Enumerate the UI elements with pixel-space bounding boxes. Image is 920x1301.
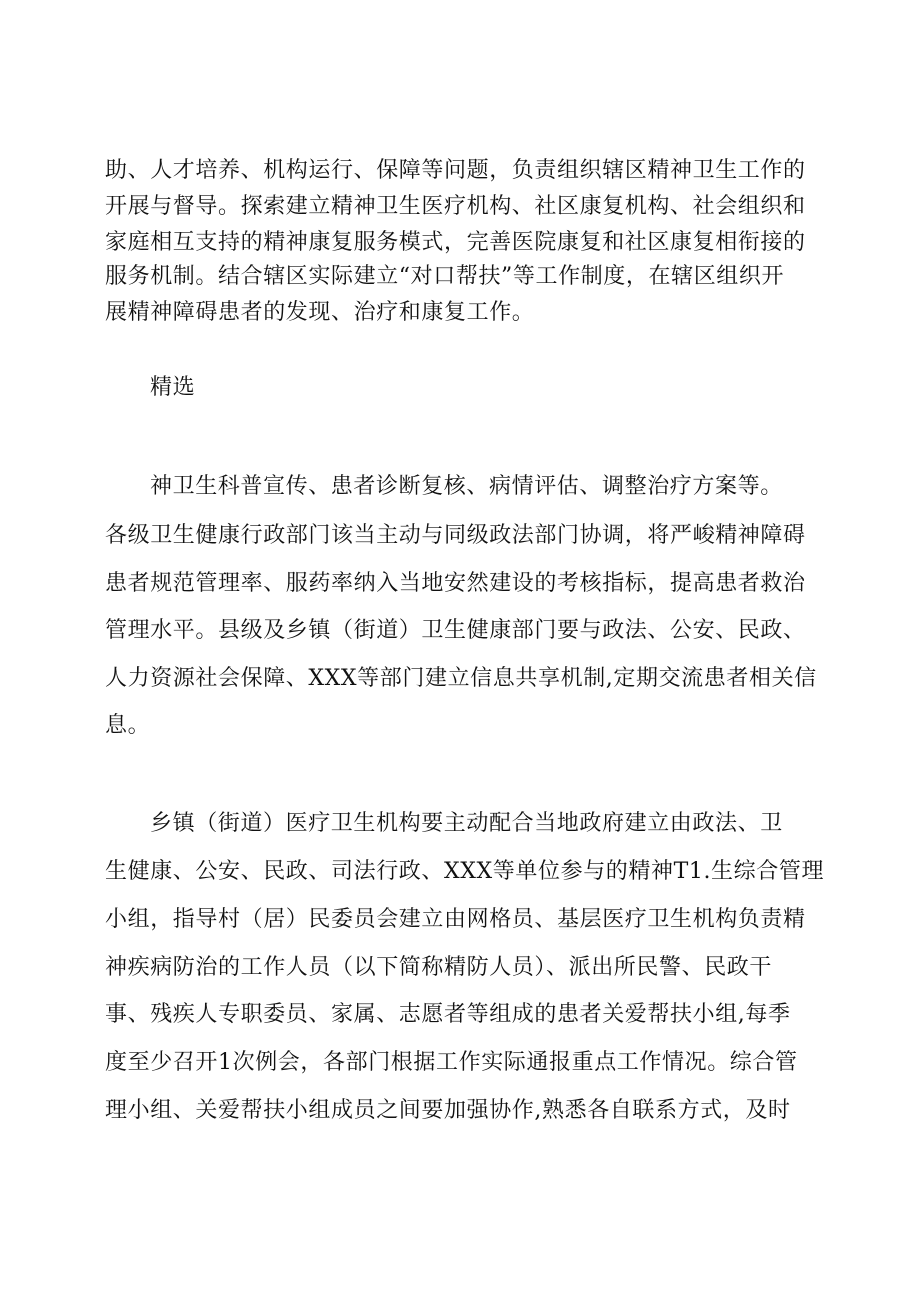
paragraph2-line-2: 各级卫生健康行政部门该当主动与同级政法部门协调，将严峻精神障碍 <box>105 523 806 548</box>
paragraph3-line-3: 小组，指导村（居）民委员会建立由网格员、基层医疗卫生机构负责精 <box>105 907 806 932</box>
section-heading: 精选 <box>150 375 196 400</box>
paragraph3-line-7: 理小组、关爱帮扶小组成员之间要加强协作,熟悉各自联系方式，及时 <box>105 1098 791 1123</box>
paragraph3-line-5: 事、残疾人专职委员、家属、志愿者等组成的患者关爱帮扶小组,每季 <box>105 1002 791 1027</box>
paragraph1-line-1: 助、人才培养、机构运行、保障等问题，负责组织辖区精神卫生工作的 <box>105 158 806 183</box>
paragraph2-line-3: 患者规范管理率、服药率纳入当地安然建设的考核指标，提高患者救治 <box>105 571 806 596</box>
paragraph1-line-4: 服务机制。结合辖区实际建立“对口帮扶”等工作制度，在辖区组织开 <box>105 264 785 289</box>
paragraph2-line-1: 神卫生科普宣传、患者诊断复核、病情评估、调整治疗方案等。 <box>150 474 783 499</box>
paragraph3-line-2: 生健康、公安、民政、司法行政、XXX等单位参与的精神T1.生综合管理 <box>105 859 825 884</box>
paragraph1-line-3: 家庭相互支持的精神康复服务模式，完善医院康复和社区康复相衔接的 <box>105 230 806 255</box>
paragraph2-line-4: 管理水平。县级及乡镇（街道）卫生健康部门要与政法、公安、民政、 <box>105 618 806 643</box>
paragraph2-line-6: 息。 <box>105 713 151 738</box>
paragraph3-line-4: 神疾病防治的工作人员（以下简称精防人员）、派出所民警、民政干 <box>105 955 773 980</box>
paragraph3-line-6: 度至少召开1次例会，各部门根据工作实际通报重点工作情况。综合管 <box>105 1050 798 1075</box>
paragraph1-line-2: 开展与督导。探索建立精神卫生医疗机构、社区康复机构、社会组织和 <box>105 194 806 219</box>
paragraph2-line-5: 人力资源社会保障、XXX等部门建立信息共享机制,定期交流患者相关信 <box>105 666 817 691</box>
paragraph3-line-1: 乡镇（街道）医疗卫生机构要主动配合当地政府建立由政法、卫 <box>150 811 783 836</box>
paragraph1-line-5: 展精神障碍患者的发现、治疗和康复工作。 <box>105 300 535 325</box>
